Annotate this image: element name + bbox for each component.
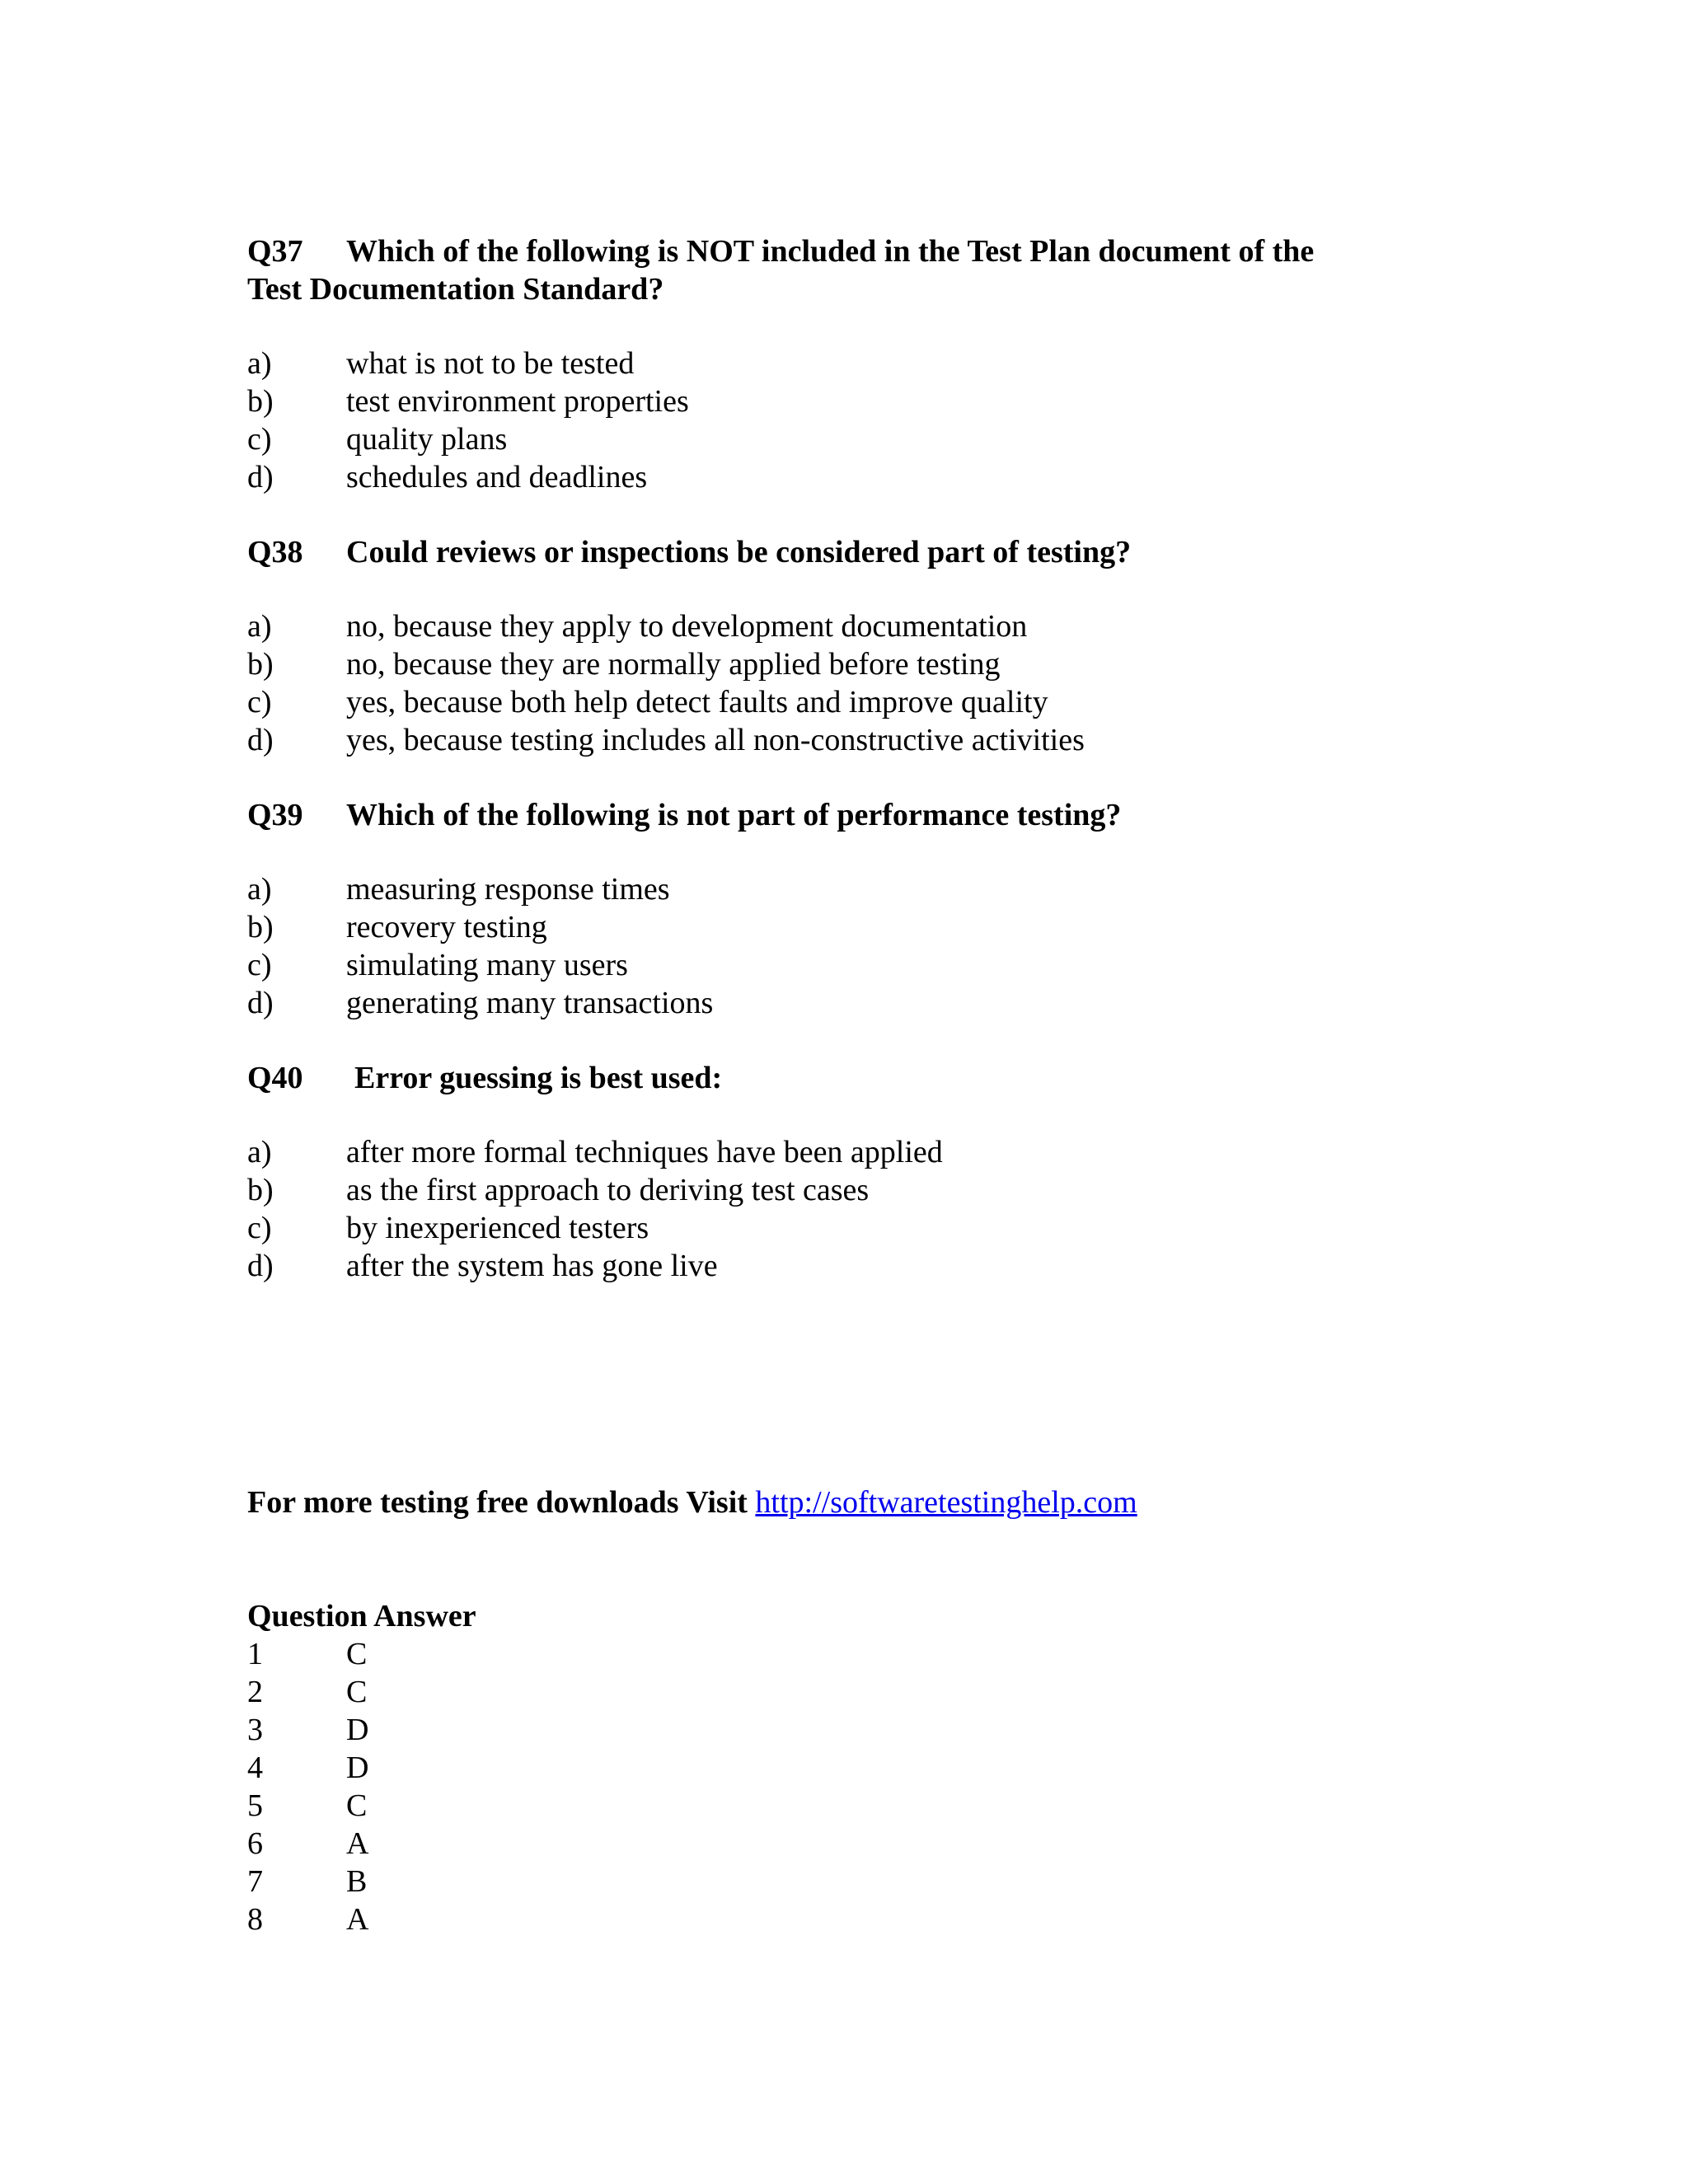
option-b	[247, 908, 1451, 946]
option-a	[247, 607, 1451, 645]
answer-question-number: 2	[247, 1675, 263, 1709]
option-letter: d)	[247, 460, 274, 494]
option-b	[247, 645, 1451, 683]
answer-row	[247, 1711, 476, 1749]
option-letter: a)	[247, 1135, 272, 1169]
option-letter: c)	[247, 685, 272, 719]
answer-question-number: 8	[247, 1902, 263, 1937]
option-a	[247, 1133, 1451, 1171]
question-text-continued: Test Documentation Standard?	[247, 272, 664, 307]
answer-letter: B	[346, 1864, 368, 1899]
option-letter: b)	[247, 647, 274, 682]
option-text: schedules and deadlines	[346, 460, 648, 494]
option-letter: a)	[247, 346, 272, 381]
option-letter: c)	[247, 1211, 272, 1245]
question-text: Which of the following is NOT included in the Test Plan document of the	[346, 234, 1315, 269]
answer-question-number: 4	[247, 1750, 263, 1785]
question-38	[247, 533, 1451, 759]
options-list	[247, 607, 1451, 759]
option-c	[247, 946, 1451, 984]
question-number: Q39	[247, 798, 303, 832]
option-a	[247, 870, 1451, 908]
option-d	[247, 721, 1451, 759]
question-number: Q38	[247, 535, 303, 569]
option-letter: a)	[247, 872, 272, 907]
option-text: what is not to be tested	[346, 346, 635, 381]
question-heading	[247, 533, 1451, 571]
option-text: yes, because testing includes all non-constructive activities	[346, 723, 1085, 757]
option-letter: b)	[247, 384, 274, 419]
option-text: simulating many users	[346, 948, 628, 982]
answer-letter: A	[346, 1826, 369, 1861]
option-text: yes, because both help detect faults and improve quality	[346, 685, 1048, 719]
answer-key	[247, 1597, 476, 1938]
downloads-footer	[247, 1483, 1137, 1521]
question-39	[247, 796, 1451, 1022]
options-list	[247, 344, 1451, 496]
option-text: recovery testing	[346, 910, 547, 944]
answer-question-number: 3	[247, 1713, 263, 1747]
answer-letter: C	[346, 1788, 368, 1823]
option-c	[247, 683, 1451, 721]
answer-row	[247, 1635, 476, 1673]
option-d	[247, 984, 1451, 1022]
answer-letter: C	[346, 1637, 368, 1671]
answer-row	[247, 1673, 476, 1711]
option-text: as the first approach to deriving test cases	[346, 1173, 870, 1207]
option-letter: c)	[247, 422, 272, 457]
option-text: after the system has gone live	[346, 1249, 718, 1283]
answer-row	[247, 1749, 476, 1787]
answer-key-header: Question Answer	[247, 1599, 476, 1633]
option-text: by inexperienced testers	[346, 1211, 649, 1245]
answer-row	[247, 1825, 476, 1863]
question-number: Q37	[247, 234, 303, 269]
option-letter: d)	[247, 723, 274, 757]
option-text: no, because they apply to development documentation	[346, 609, 1028, 644]
answer-question-number: 5	[247, 1788, 263, 1823]
option-text: no, because they are normally applied before testing	[346, 647, 1001, 682]
option-text: test environment properties	[346, 384, 689, 419]
answer-question-number: 7	[247, 1864, 263, 1899]
option-letter: a)	[247, 609, 272, 644]
option-b	[247, 1171, 1451, 1209]
options-list	[247, 870, 1451, 1022]
answer-row	[247, 1863, 476, 1900]
option-letter: c)	[247, 948, 272, 982]
answer-question-number: 6	[247, 1826, 263, 1861]
question-37	[247, 232, 1451, 496]
options-list	[247, 1133, 1451, 1285]
option-letter: d)	[247, 986, 274, 1020]
option-c	[247, 420, 1451, 458]
answer-question-number: 1	[247, 1637, 263, 1671]
option-d	[247, 458, 1451, 496]
option-letter: b)	[247, 910, 274, 944]
option-d	[247, 1247, 1451, 1285]
question-heading-continued	[247, 270, 1451, 308]
question-text: Which of the following is not part of performance testing?	[346, 798, 1122, 832]
question-heading	[247, 796, 1451, 834]
answer-letter: A	[346, 1902, 369, 1937]
question-heading	[247, 1059, 1451, 1097]
website-link[interactable]: http://softwaretestinghelp.com	[755, 1485, 1137, 1520]
option-b	[247, 382, 1451, 420]
answer-row	[247, 1900, 476, 1938]
downloads-label: For more testing free downloads Visit	[247, 1485, 748, 1520]
question-number: Q40	[247, 1061, 303, 1095]
option-letter: b)	[247, 1173, 274, 1207]
question-40	[247, 1059, 1451, 1285]
option-text: quality plans	[346, 422, 508, 457]
question-heading	[247, 232, 1451, 270]
option-c	[247, 1209, 1451, 1247]
questions-section	[247, 232, 1451, 1322]
question-text: Could reviews or inspections be considered part of testing?	[346, 535, 1132, 569]
option-text: generating many transactions	[346, 986, 714, 1020]
option-letter: d)	[247, 1249, 274, 1283]
answer-letter: C	[346, 1675, 368, 1709]
option-text: after more formal techniques have been applied	[346, 1135, 943, 1169]
answer-row	[247, 1787, 476, 1825]
option-a	[247, 344, 1451, 382]
answer-letter: D	[346, 1750, 369, 1785]
answer-letter: D	[346, 1713, 369, 1747]
question-text: Error guessing is best used:	[354, 1061, 723, 1095]
option-text: measuring response times	[346, 872, 670, 907]
